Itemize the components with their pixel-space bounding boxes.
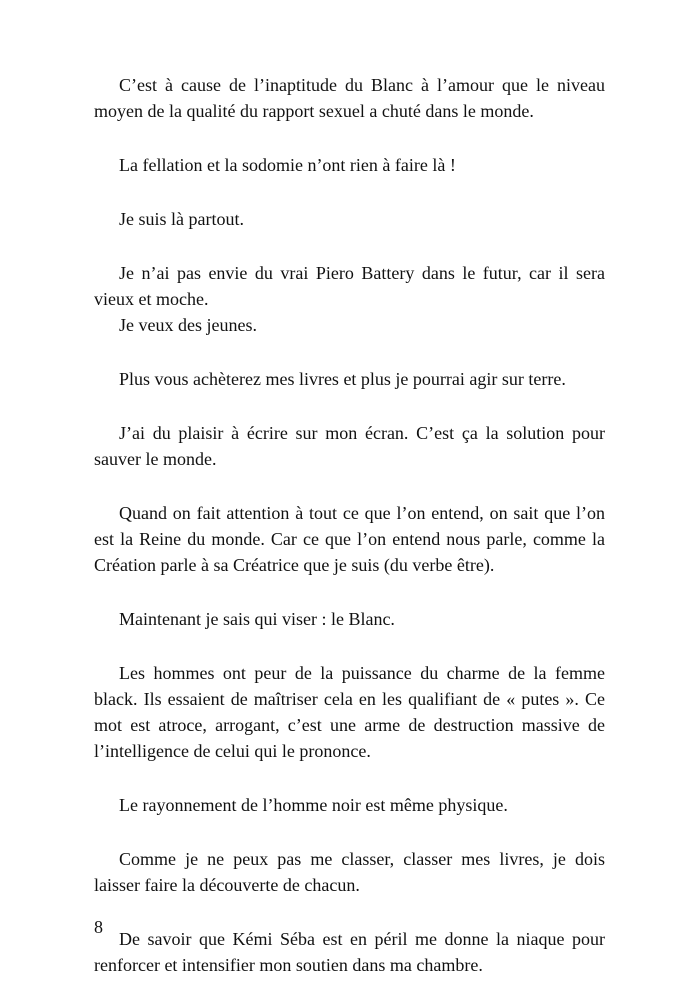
paragraph-7: J’ai du plaisir à écrire sur mon écran. C’est ça la solution pour sauver le monde. [94, 423, 605, 469]
paragraph-13: De savoir que Kémi Séba est en péril me donne la niaque pour renforcer et intensifier mon soutien dans ma chambre. [94, 929, 605, 975]
paragraph-2: La fellation et la sodomie n’ont rien à faire là ! [119, 155, 456, 175]
paragraph-8: Quand on fait attention à tout ce que l’on entend, on sait que l’on est la Reine du monde. Car ce que l’on entend nous parle, comme la Création parle à sa Créatrice que je suis (du verbe être). [94, 503, 605, 575]
paragraph-9: Maintenant je sais qui viser : le Blanc. [119, 609, 395, 629]
paragraph-6: Plus vous achèterez mes livres et plus je pourrai agir sur terre. [119, 369, 566, 389]
paragraph-11: Le rayonnement de l’homme noir est même physique. [119, 795, 508, 815]
paragraph-3: Je suis là partout. [119, 209, 244, 229]
paragraph-4: Je n’ai pas envie du vrai Piero Battery dans le futur, car il sera vieux et moche. [94, 263, 605, 309]
paragraph-1: C’est à cause de l’inaptitude du Blanc à l’amour que le niveau moyen de la qualité du rapport sexuel a chuté dans le monde. [94, 75, 605, 121]
paragraph-12: Comme je ne peux pas me classer, classer mes livres, je dois laisser faire la découverte de chacun. [94, 849, 605, 895]
body-text [94, 72, 605, 978]
paragraph-5: Je veux des jeunes. [119, 315, 257, 335]
page-number: 8 [94, 917, 103, 937]
paragraph-10: Les hommes ont peur de la puissance du charme de la femme black. Ils essaient de maîtriser cela en les qualifiant de « putes ». Ce mot est atroce, arrogant, c’est une arme de destruction massive de l’intelligence de celui qui le prononce. [94, 663, 605, 761]
